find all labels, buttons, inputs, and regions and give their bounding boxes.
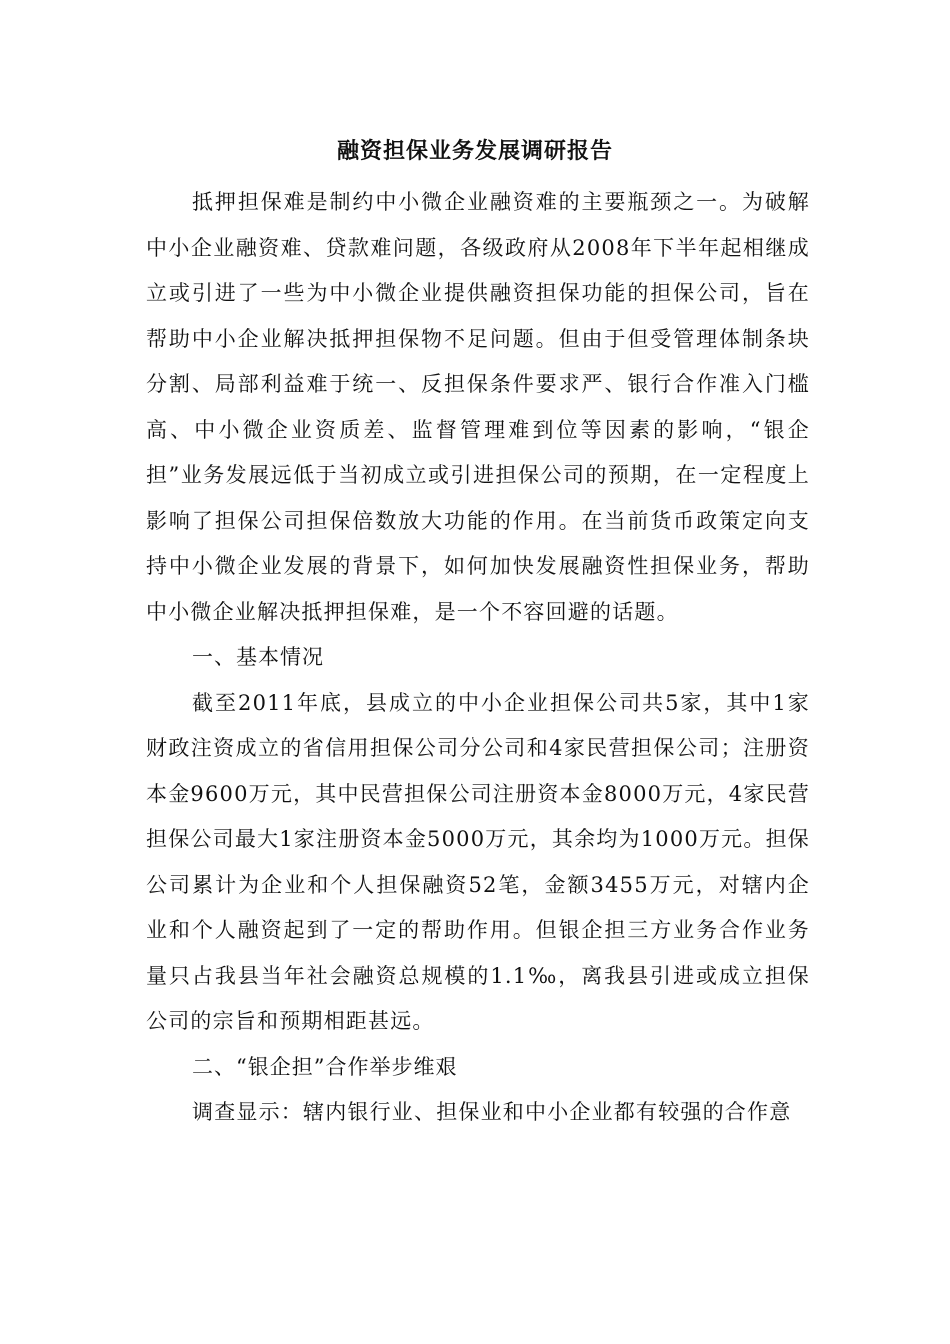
document-body (146, 180, 810, 1136)
document-title: 融资担保业务发展调研报告 (336, 139, 613, 164)
paragraph-intro: 抵押担保难是制约中小微企业融资难的主要瓶颈之一。为破解中小企业融资难、贷款难问题，各级政府从2008年下半年起相继成立或引进了一些为中小微企业提供融资担保功能的担保公司，旨在帮助中小企业解决抵押担保物不足问题。但由于但受管理体制条块分割、局部利益难于统一、反担保条件要求严、银行合作准入门槛高、中小微企业资质差、监督管理难到位等因素的影响，“银企担”业务发展远低于当初成立或引进担保公司的预期，在一定程度上影响了担保公司担保倍数放大功能的作用。在当前货币政策定向支持中小微企业发展的背景下，如何加快发展融资性担保业务，帮助中小微企业解决抵押担保难，是一个不容回避的话题。 (146, 190, 810, 624)
section-heading-basic: 一、基本情况 (192, 645, 324, 669)
paragraph-survey: 调查显示：辖内银行业、担保业和中小企业都有较强的合作意 (192, 1100, 792, 1124)
section-heading-cooperation: 二、“银企担”合作举步维艰 (192, 1054, 458, 1079)
paragraph-basic-situation: 截至2011年底，县成立的中小企业担保公司共5家，其中1家财政注资成立的省信用担保公司分公司和4家民营担保公司；注册资本金9600万元，其中民营担保公司注册资本金8000万元，4家民营担保公司最大1家注册资本金5000万元，其余均为1000万元。担保公司累计为企业和个人担保融资52笔，金额3455万元，对辖内企业和个人融资起到了一定的帮助作用。但银企担三方业务合作业务量只占我县当年社会融资总规模的1.1‰，离我县引进或成立担保公司的宗旨和预期相距甚远。 (146, 690, 810, 1033)
